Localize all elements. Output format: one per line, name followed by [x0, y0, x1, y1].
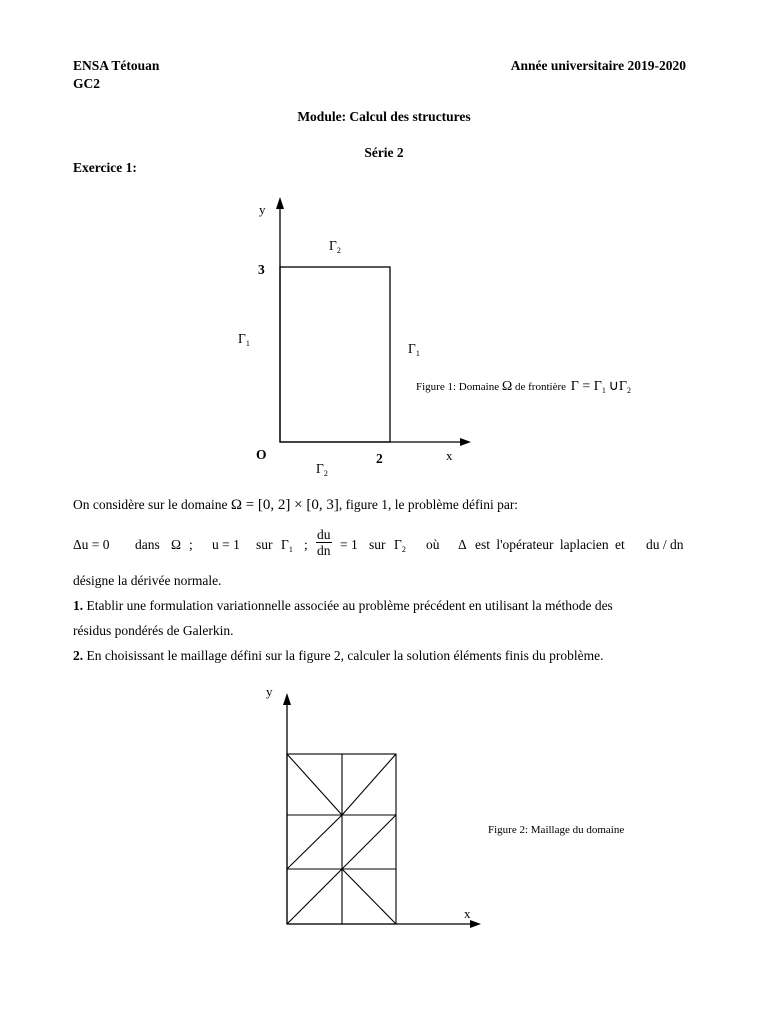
serie-title: Série 2	[364, 145, 404, 160]
fig2-x-label: x	[464, 906, 471, 921]
domain-formula: Ω = [0, 2] × [0, 3]	[230, 497, 339, 513]
du-dn-fraction: $\frac{du}{dn}$	[317, 527, 331, 558]
equation-line: Δu = 0 dans Ω ; u = 1 sur $\Gamma_1$ ; $\frac{du}{dn}$ = 1 sur $\Gamma_2$ où Δ est l'opérateur laplacien et du / dn	[73, 527, 684, 558]
fig2-y-label: y	[266, 684, 273, 699]
fig1-tick-3: 3	[258, 262, 265, 277]
fig1-gamma2-bottom: $\Gamma_2$	[316, 461, 328, 478]
academic-year: Année universitaire 2019-2020	[510, 58, 686, 73]
fig1-tick-2: 2	[376, 451, 383, 466]
fig2-y-arrow	[283, 693, 291, 705]
fig2-mesh-lines	[287, 754, 396, 924]
exercise-title: Exercice 1:	[73, 160, 137, 175]
fig1-caption: Figure 1: Domaine Ω de frontière $\Gamma = \Gamma_1$ $\cup\Gamma_2$	[416, 379, 631, 395]
school-name: ENSA Tétouan	[73, 58, 160, 73]
problem-text: désigne la dérivée normale. 1. Etablir une formulation variationnelle associée au problème précédent en utilisant la méthode des résidus pondérés de Galerkin. 2. En choisissant le maillage défini sur la figure 2, calculer la solution éléments finis du problème.	[73, 573, 613, 663]
fig1-origin: O	[256, 447, 267, 462]
fig1-gamma2-top: $\Gamma_2$	[329, 238, 341, 255]
fig1-x-label: x	[446, 448, 453, 463]
fig1-gamma1-right: $\Gamma_1$	[408, 341, 420, 358]
fig1-gamma1-left: $\Gamma_1$	[238, 331, 250, 348]
fig2-x-arrow	[470, 920, 481, 928]
intro-line: On considère sur le domaine Ω = [0, 2] × [0, 3], figure 1, le problème défini par:	[73, 497, 519, 513]
module-title: Module: Calcul des structures	[297, 109, 471, 124]
fig2-caption: Figure 2: Maillage du domaine	[488, 824, 625, 836]
fig1-y-label: y	[259, 202, 266, 217]
class-name: GC2	[73, 76, 100, 91]
